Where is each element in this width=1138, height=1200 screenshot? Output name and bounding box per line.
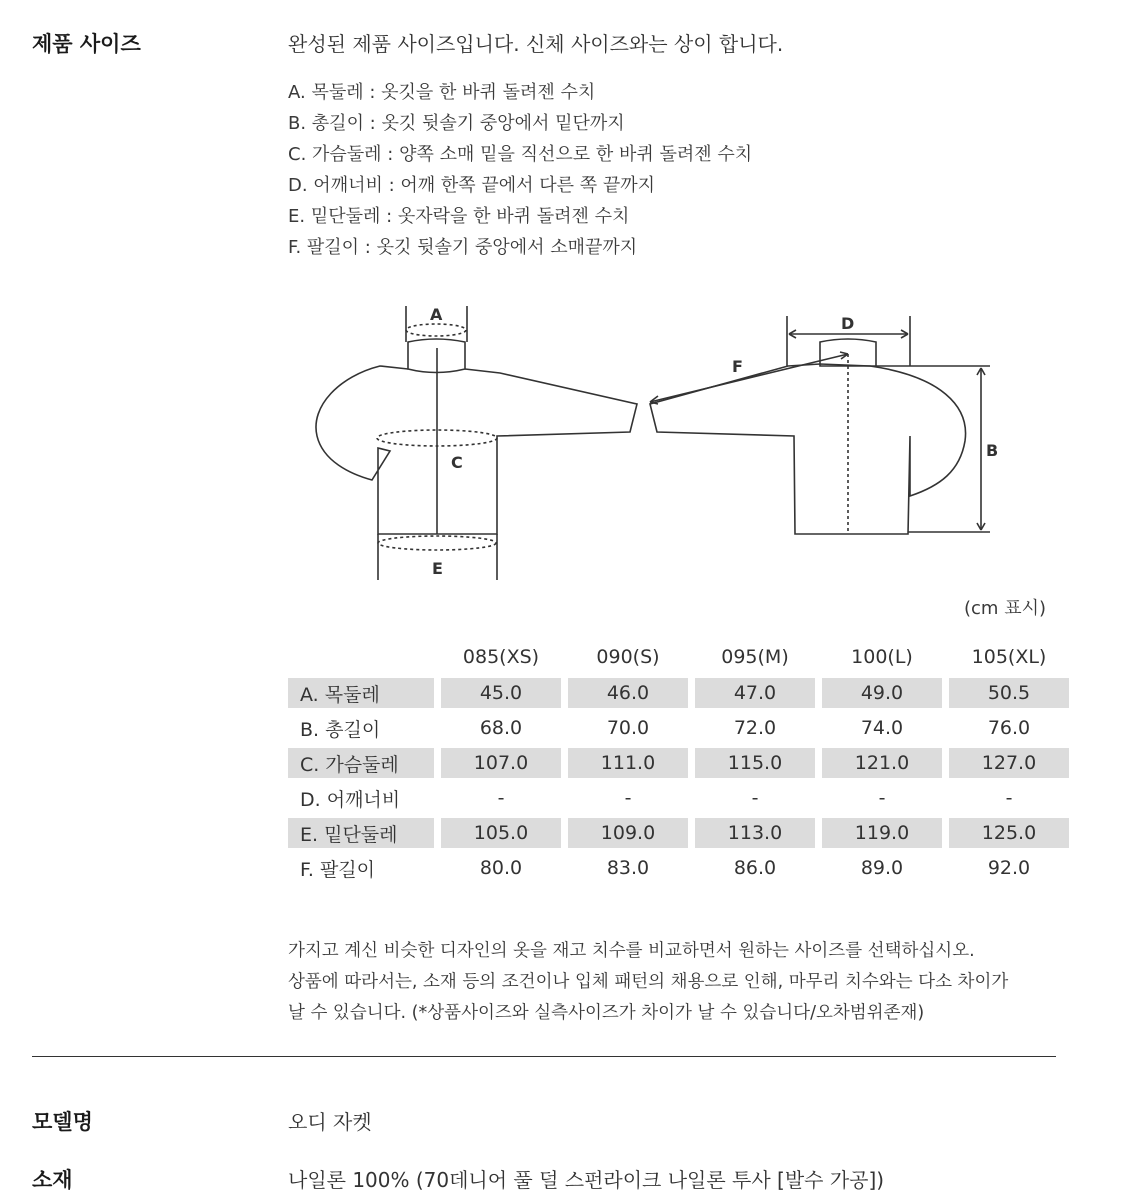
- table-cell: -: [751, 787, 759, 809]
- table-cell: 107.0: [441, 748, 561, 778]
- note-line: 상품에 따라서는, 소재 등의 조건이나 입체 패턴의 채용으로 인해, 마무리 치수와는 다소 차이가: [288, 972, 1009, 992]
- table-cell: -: [497, 787, 505, 809]
- label-d: D: [841, 314, 855, 333]
- table-cell: 119.0: [822, 818, 942, 848]
- table-cell: 47.0: [695, 678, 815, 708]
- section-divider: [32, 1056, 1056, 1057]
- row-label: A. 목둘레: [288, 678, 434, 708]
- row-label: F. 팔길이: [300, 858, 376, 881]
- table-cell: -: [1005, 787, 1013, 809]
- material-label: 소재: [32, 1168, 73, 1192]
- table-cell: 70.0: [606, 717, 650, 739]
- label-e: E: [432, 559, 443, 578]
- label-a: A: [430, 305, 443, 324]
- table-cell: 113.0: [695, 818, 815, 848]
- size-disclaimer: [288, 936, 1068, 1029]
- size-header: 090(S): [596, 646, 660, 668]
- table-cell: 105.0: [441, 818, 561, 848]
- table-cell: 74.0: [860, 717, 904, 739]
- size-header: 105(XL): [971, 646, 1047, 668]
- definition-b: B. 총길이 : 옷깃 뒷솔기 중앙에서 밑단까지: [288, 113, 625, 134]
- table-cell: 111.0: [568, 748, 688, 778]
- back-jacket-outline: [650, 364, 966, 534]
- model-value: 오디 자켓: [288, 1110, 372, 1134]
- table-row: [288, 713, 1069, 743]
- jacket-measurement-diagram: [300, 296, 1020, 586]
- table-cell: 89.0: [860, 857, 904, 879]
- table-cell: 92.0: [987, 857, 1031, 879]
- model-label: 모델명: [32, 1110, 93, 1134]
- table-cell: 76.0: [987, 717, 1031, 739]
- front-jacket-outline: [316, 366, 637, 534]
- table-row: [288, 678, 1069, 708]
- table-cell: 115.0: [695, 748, 815, 778]
- size-intro-text: 완성된 제품 사이즈입니다. 신체 사이즈와는 상이 합니다.: [288, 32, 784, 56]
- table-cell: 72.0: [733, 717, 777, 739]
- definition-a: A. 목둘레 : 옷깃을 한 바퀴 돌려젠 수치: [288, 82, 596, 103]
- table-cell: 86.0: [733, 857, 777, 879]
- label-c: C: [451, 453, 463, 472]
- definition-f: F. 팔길이 : 옷깃 뒷솔기 중앙에서 소매끝까지: [288, 237, 638, 258]
- size-section-label: 제품 사이즈: [32, 32, 141, 56]
- size-table: [281, 636, 1076, 888]
- table-cell: 49.0: [822, 678, 942, 708]
- table-cell: 46.0: [568, 678, 688, 708]
- row-label: E. 밑단둘레: [288, 818, 434, 848]
- size-header: 100(L): [851, 646, 913, 668]
- table-cell: 109.0: [568, 818, 688, 848]
- measurement-definitions: [288, 80, 752, 266]
- table-cell: 125.0: [949, 818, 1069, 848]
- note-line: 날 수 있습니다. (*상품사이즈와 실측사이즈가 차이가 날 수 있습니다/오차범위존재): [288, 1003, 925, 1023]
- material-value: 나일론 100% (70데니어 풀 덜 스펀라이크 나일론 투사 [발수 가공]): [288, 1168, 885, 1192]
- table-cell: 68.0: [479, 717, 523, 739]
- table-cell: 50.5: [949, 678, 1069, 708]
- table-cell: -: [878, 787, 886, 809]
- table-cell: 127.0: [949, 748, 1069, 778]
- definition-d: D. 어깨너비 : 어깨 한쪽 끝에서 다른 쪽 끝까지: [288, 175, 656, 196]
- unit-note: (cm 표시): [964, 598, 1046, 619]
- table-cell: -: [624, 787, 632, 809]
- size-header-row: [288, 641, 1069, 673]
- table-cell: 45.0: [441, 678, 561, 708]
- table-row: [288, 783, 1069, 813]
- size-header-blank: [288, 641, 434, 673]
- size-header: 085(XS): [462, 646, 540, 668]
- table-row: [288, 818, 1069, 848]
- row-label: B. 총길이: [300, 718, 381, 741]
- row-label: D. 어깨너비: [300, 788, 401, 811]
- label-f: F: [732, 357, 743, 376]
- label-b: B: [986, 441, 999, 460]
- definition-e: E. 밑단둘레 : 옷자락을 한 바퀴 돌려젠 수치: [288, 206, 630, 227]
- table-row: [288, 853, 1069, 883]
- definition-c: C. 가슴둘레 : 양쪽 소매 밑을 직선으로 한 바퀴 돌려젠 수치: [288, 144, 753, 165]
- table-cell: 121.0: [822, 748, 942, 778]
- table-row: [288, 748, 1069, 778]
- row-label: C. 가슴둘레: [288, 748, 434, 778]
- table-cell: 83.0: [606, 857, 650, 879]
- note-line: 가지고 계신 비슷한 디자인의 옷을 재고 치수를 비교하면서 원하는 사이즈를 선택하십시오.: [288, 941, 975, 961]
- size-header: 095(M): [721, 646, 789, 668]
- table-cell: 80.0: [479, 857, 523, 879]
